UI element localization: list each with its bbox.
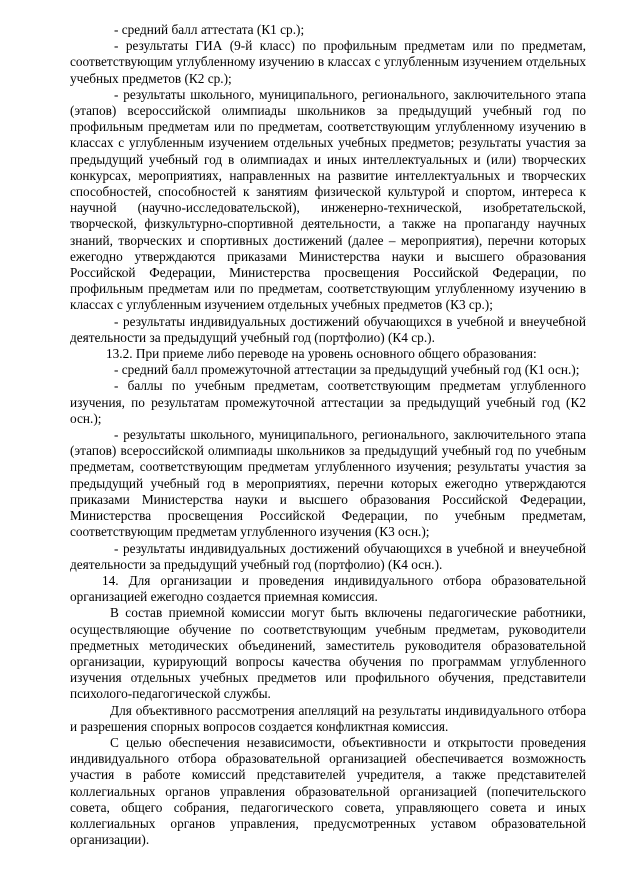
paragraph-k3-basic: - результаты школьного, муниципального, регионального, заключительного этапа (этапов) всероссийской олимпиады школьников за предыдущий учебный год по учебным предметам, соответствующим предметам углубленного изучения; результаты участия за предыдущий учебный год в мероприятиях, перечни которых ежегодно утверждаются приказами Министерства науки и высшего образования Российской Федерации, Министерства просвещения Российской Федерации, по учебным предметам, соответствующим предметам углубленного изучения (К3 осн.); (70, 427, 586, 540)
paragraph-k4-avg: - результаты индивидуальных достижений обучающихся в учебной и внеучебной деятельности за предыдущий учебный год (портфолио) (К4 ср.). (70, 313, 586, 345)
paragraph-14: 14. Для организации и проведения индивидуального отбора образовательной организацией ежегодно создается приемная комиссия. (70, 572, 586, 605)
paragraph-admission-committee: В состав приемной комиссии могут быть включены педагогические работники, осуществляющие обучение по соответствующим учебным предметам, руководители предметных методических объединений, заместитель руководителя образовательной организации, курирующий вопросы качества обучения по программам углубленного изучения отдельных учебных предметов или профильного обучения, представители психолого-педагогической службы. (70, 605, 586, 702)
document-body (70, 22, 586, 848)
paragraph-k2-avg: - результаты ГИА (9-й класс) по профильным предметам или по предметам, соответствующим углубленному изучению в классах с углубленным изучением отдельных учебных предметов (К2 ср.); (70, 38, 586, 86)
paragraph-independence: С целью обеспечения независимости, объективности и открытости проведения индивидуального отбора образовательной организацией обеспечивается возможность участия в работе комиссий представителей учредителя, а также представителей коллегиальных органов управления образовательной организацией (попечительского совета, общего собрания, педагогического совета, управляющего совета и иных коллегиальных органов управления, предусмотренных уставом образовательной организации). (70, 734, 586, 848)
paragraph-conflict-committee: Для объективного рассмотрения апелляций на результаты индивидуального отбора и разрешения спорных вопросов создается конфликтная комиссия. (70, 702, 586, 734)
paragraph-k4-basic: - результаты индивидуальных достижений обучающихся в учебной и внеучебной деятельности за предыдущий учебный год (портфолио) (К4 осн.). (70, 540, 586, 572)
paragraph-k2-basic: - баллы по учебным предметам, соответствующим предметам углубленного изучения, по результатам промежуточной аттестации за предыдущий учебный год (К2 осн.); (70, 378, 586, 426)
paragraph-k1-avg: - средний балл аттестата (К1 ср.); (114, 22, 305, 37)
paragraph-k3-avg: - результаты школьного, муниципального, регионального, заключительного этапа (этапов) всероссийской олимпиады школьников за предыдущий учебный год по профильным предметам или по предметам, соответствующим углубленному изучению в классах с углубленным изучением отдельных учебных предметов; результаты участия за предыдущий учебный год в олимпиадах и иных интеллектуальных и (или) творческих конкурсах, мероприятиях, направленных на развитие интеллектуальных и творческих способностей, способностей к занятиям физической культурой и спортом, интереса к научной (научно-исследовательской), инженерно-технической, изобретательской, творческой, физкультурно-спортивной деятельности, а также на пропаганду научных знаний, творческих и спортивных достижений (далее – мероприятия), перечни которых ежегодно утверждаются приказами Министерства науки и высшего образования Российской Федерации, Министерства просвещения Российской Федерации, по профильным предметам или по предметам, соответствующим углубленному изучению в классах с углубленным изучением отдельных учебных предметов (К3 ср.); (70, 86, 586, 313)
paragraph-k1-basic: - средний балл промежуточной аттестации за предыдущий учебный год (К1 осн.); (114, 362, 580, 378)
paragraph-13-2: 13.2. При приеме либо переводе на уровень основного общего образования: (106, 346, 537, 362)
